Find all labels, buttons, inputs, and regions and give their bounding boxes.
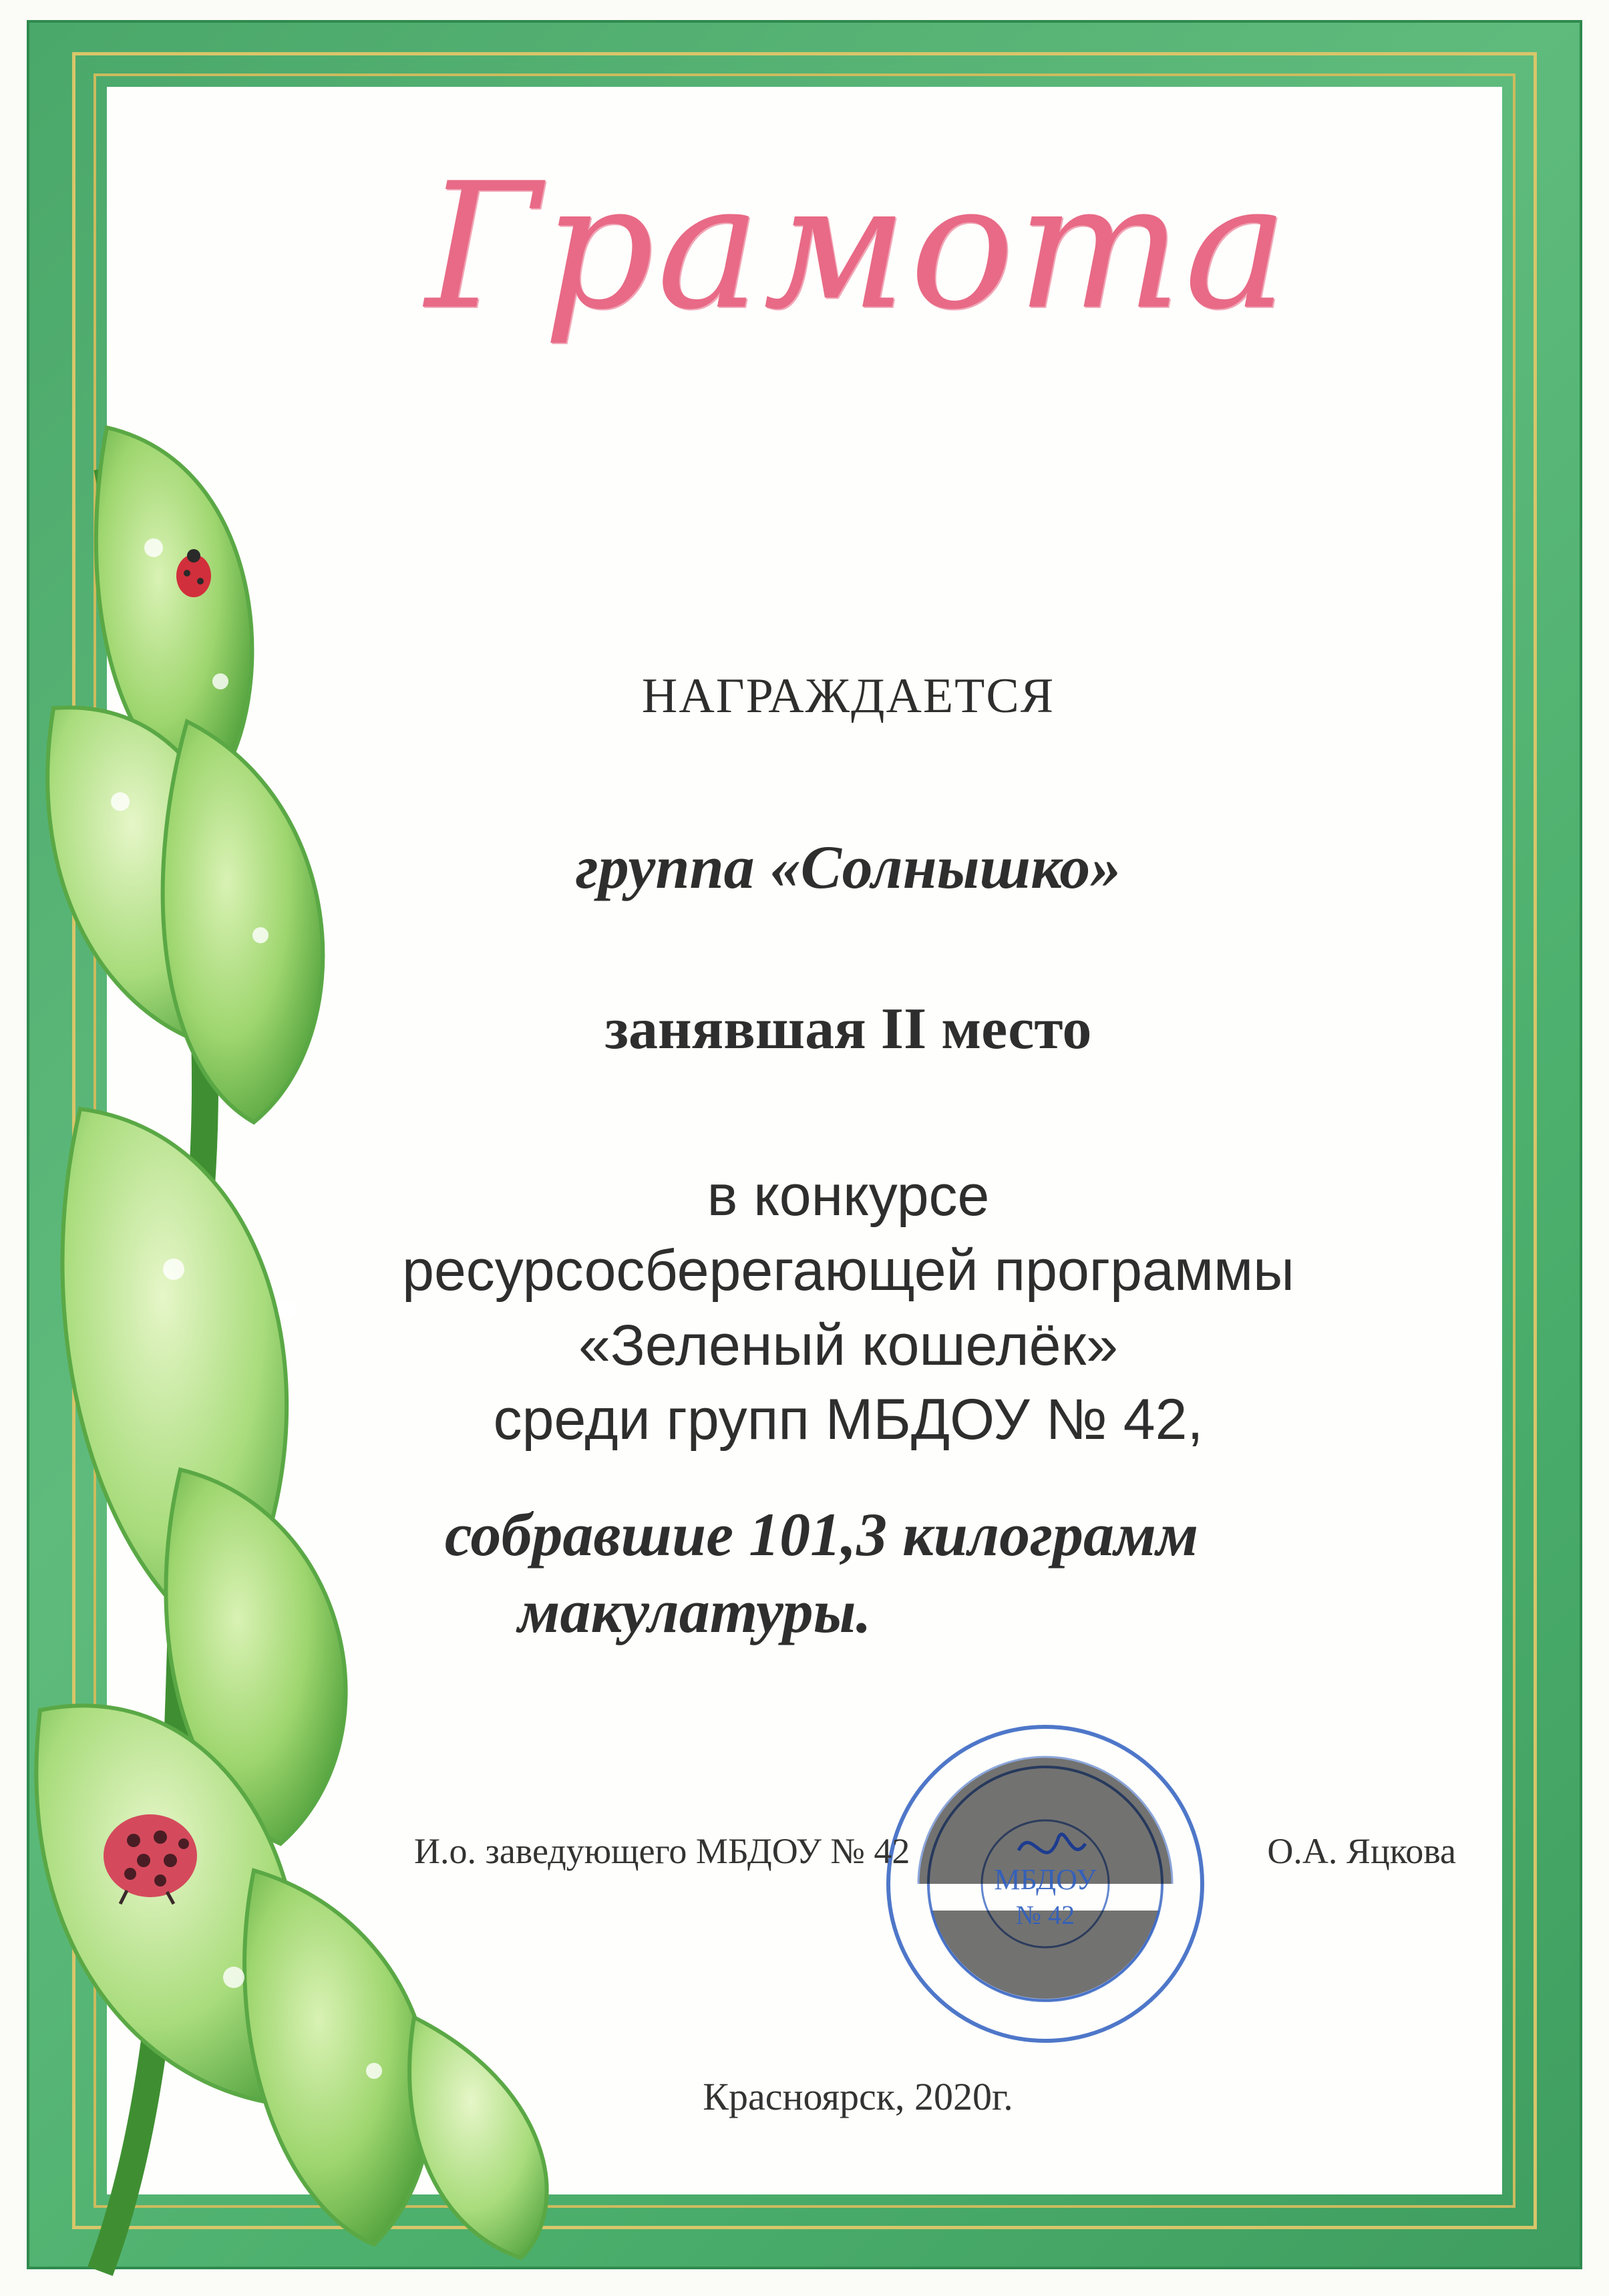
collected-line: макулатуры.	[518, 1577, 872, 1645]
contest-line: «Зеленый кошелёк»	[578, 1313, 1118, 1377]
collected-amount	[281, 1496, 1363, 1650]
official-stamp	[872, 1710, 1219, 2058]
stamp-center-text: МБДОУ	[994, 1863, 1097, 1896]
contest-description	[307, 1159, 1389, 1458]
collected-line: собравшие 101,3 килограмм	[444, 1500, 1199, 1569]
signatory-name: О.А. Яцкова	[1267, 1831, 1456, 1871]
signatory-position: И.о. заведующего МБДОУ № 42	[414, 1831, 910, 1871]
contest-line: ресурсосберегающей программы	[402, 1238, 1294, 1303]
recipient-group: группа «Солнышко»	[575, 833, 1121, 901]
city-date: Красноярск, 2020г.	[703, 2075, 1013, 2118]
awarded-label: НАГРАЖДАЕТСЯ	[641, 669, 1055, 723]
contest-line: в конкурсе	[707, 1164, 990, 1228]
certificate-title: Грамота	[425, 146, 1291, 348]
place-text: занявшая II место	[604, 997, 1092, 1061]
stamp-center-number: № 42	[1015, 1900, 1075, 1930]
contest-line: среди групп МБДОУ № 42,	[493, 1387, 1204, 1452]
signature-row	[414, 1830, 1456, 1872]
ladybug-icon	[94, 1804, 207, 1911]
ladybug-icon	[170, 548, 217, 601]
